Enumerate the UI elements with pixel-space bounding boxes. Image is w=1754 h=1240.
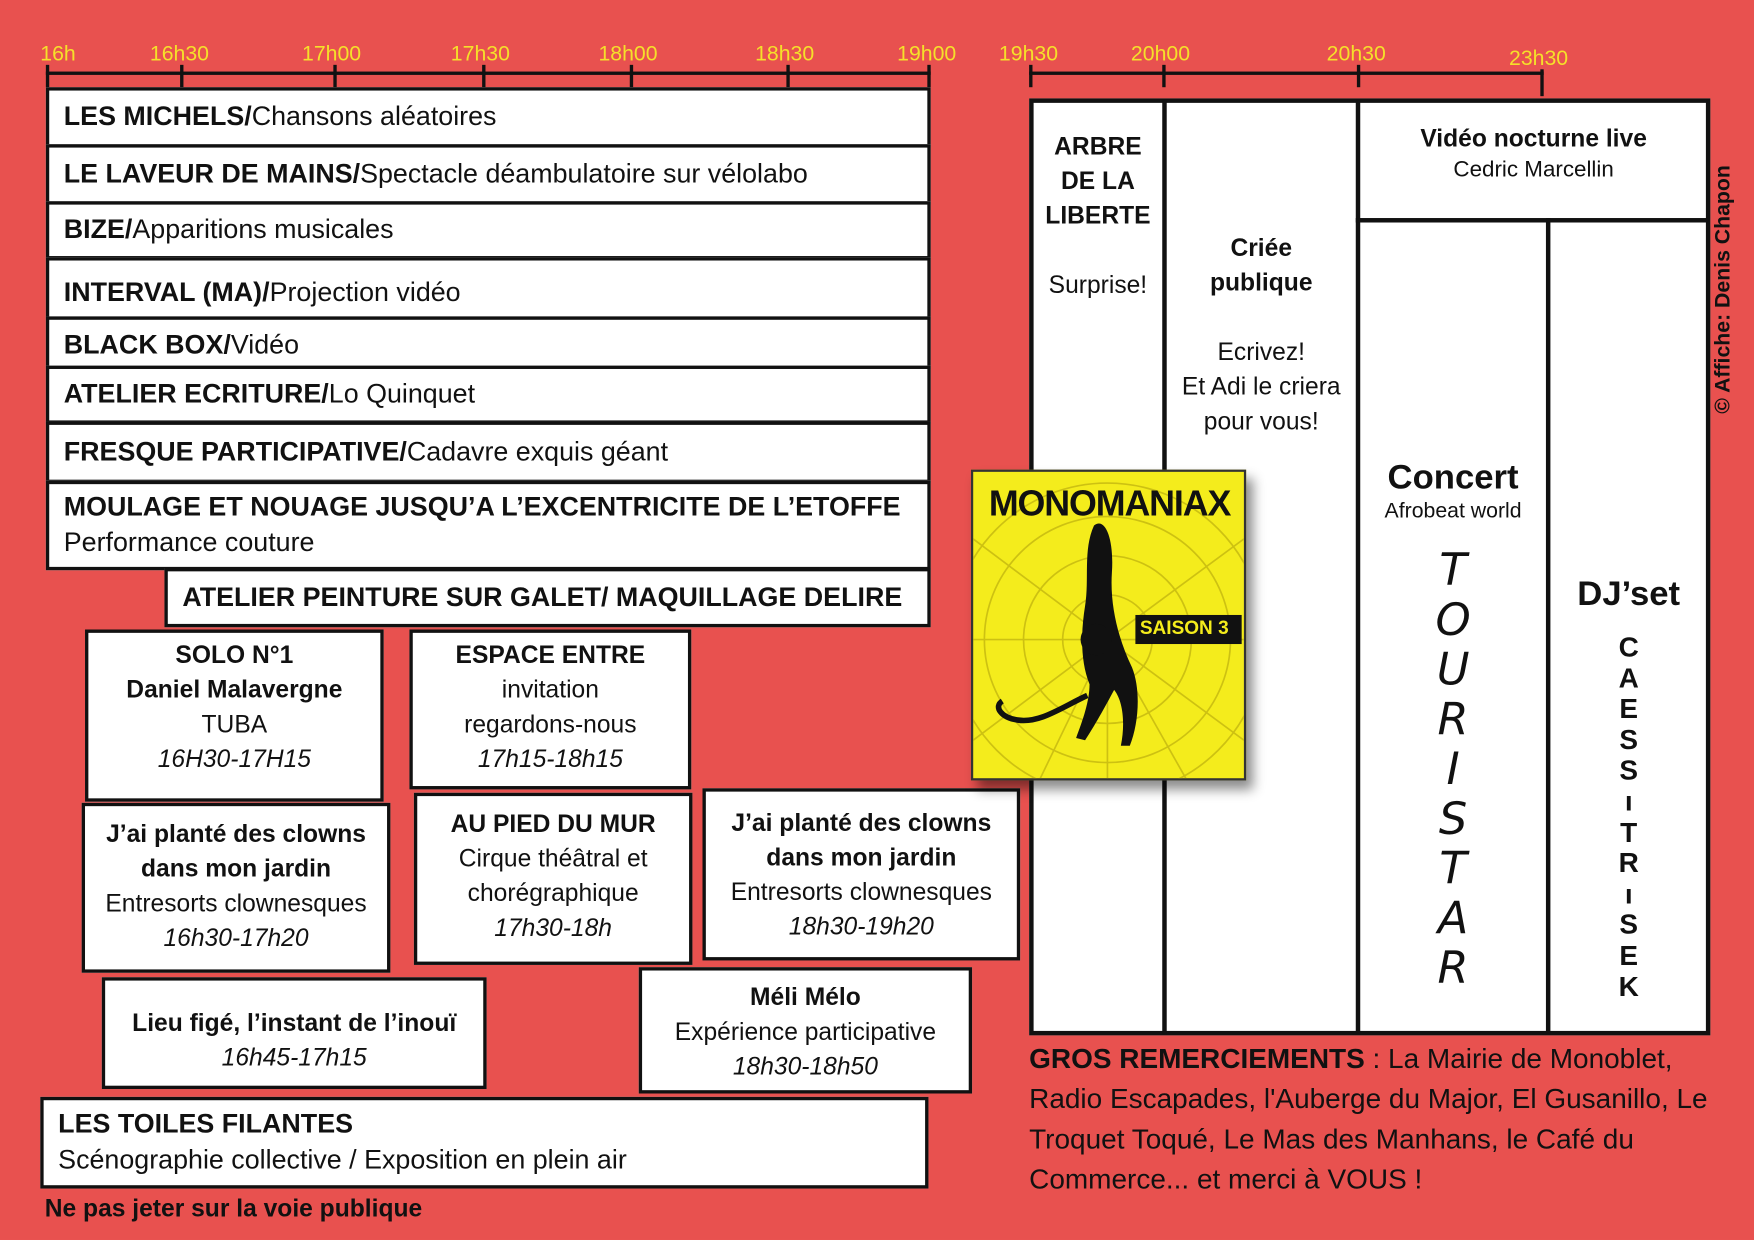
box-subtitle: regardons-nous (464, 710, 637, 738)
criee-title: publique (1209, 268, 1313, 297)
box-subtitle: Entresorts clownesques (730, 877, 992, 906)
timeline-left-axis (46, 72, 931, 75)
box-title: dans mon jardin (766, 843, 957, 872)
box-subtitle: Cirque théâtral et (458, 844, 648, 873)
box-time: 18h30-18h50 (732, 1052, 878, 1081)
timeline-tick (46, 65, 49, 87)
event-box-clowns-1 (82, 803, 391, 973)
event-title: BIZE/ (63, 214, 133, 245)
timeline-label: 18h30 (755, 42, 815, 66)
timeline-label: 17h00 (302, 42, 362, 66)
timeline-tick (1540, 69, 1543, 96)
event-title: LES TOILES FILANTES (58, 1109, 354, 1140)
video-title: Vidéo nocturne live (1420, 124, 1647, 153)
event-title: ATELIER PEINTURE SUR GALET/ MAQUILLAGE DELIRE (182, 581, 903, 613)
evening-video (1360, 121, 1707, 185)
timeline-label: 16h (40, 42, 76, 66)
vertical-letter: S (1619, 724, 1639, 756)
event-box-meli-melo (639, 967, 972, 1093)
criee-title: Criée (1230, 233, 1293, 262)
thanks-text (1029, 1039, 1734, 1200)
event-box-espace-entre (409, 630, 691, 790)
event-bar-interval (46, 257, 931, 320)
arbre-subtitle: Surprise! (1048, 270, 1148, 299)
box-title: AU PIED DU MUR (450, 809, 656, 838)
criee-text: Et Adi le criera (1181, 372, 1341, 401)
vertical-letter: C (1618, 631, 1639, 664)
timeline-label: 20h30 (1326, 42, 1386, 66)
event-title: FRESQUE PARTICIPATIVE/ (63, 436, 407, 467)
event-bar-laveur-de-mains (46, 144, 931, 204)
box-time: 16H30-17H15 (157, 744, 311, 773)
poster-saison: SAISON 3 (1139, 617, 1229, 639)
box-title: J’ai planté des clowns (731, 808, 992, 837)
concert-title: Concert (1387, 457, 1519, 497)
event-title: INTERVAL (MA)/ (63, 277, 270, 308)
vertical-letter: E (1619, 693, 1639, 725)
event-bar-bize (46, 201, 931, 259)
timeline-right-axis (1029, 72, 1544, 75)
vertical-letter: A (1618, 662, 1639, 694)
arbre-title: ARBRE (1054, 131, 1142, 160)
event-subtitle: Chansons aléatoires (251, 101, 497, 132)
poster-logo: MONOMANIAX (988, 483, 1231, 524)
footer-note: Ne pas jeter sur la voie publique (44, 1194, 423, 1223)
vertical-letter: T (1620, 816, 1638, 849)
event-box-clowns-2 (702, 788, 1020, 960)
timeline-tick (786, 65, 789, 87)
timeline-tick (1357, 65, 1360, 87)
box-time: 17h30-18h (494, 913, 613, 942)
box-subtitle: Entresorts clownesques (105, 888, 367, 917)
video-subtitle: Cedric Marcellin (1453, 157, 1614, 183)
event-box-au-pied-du-mur (414, 793, 693, 965)
box-time: 16h45-17h15 (221, 1043, 367, 1072)
timeline-label: 19h30 (998, 42, 1059, 66)
event-bar-les-michels (46, 87, 931, 147)
timeline-label: 19h00 (897, 42, 957, 66)
evening-djset (1550, 572, 1707, 614)
timeline-label: 18h00 (598, 42, 658, 66)
event-subtitle: Performance couture (63, 527, 315, 558)
box-subtitle: TUBA (201, 710, 268, 738)
timeline-label: 17h30 (450, 42, 510, 66)
arbre-title: DE LA (1061, 166, 1135, 195)
caessitrisek-vertical (1550, 633, 1707, 1003)
event-title: LES MICHELS/ (63, 101, 252, 132)
event-title: BLACK BOX/ (63, 329, 231, 361)
box-title: Méli Mélo (750, 982, 861, 1011)
box-time: 18h30-19h20 (788, 912, 934, 941)
event-subtitle: Spectacle déambulatoire sur vélolabo (360, 158, 808, 189)
event-bar-atelier-ecriture (46, 366, 931, 424)
touristar-vertical (1360, 546, 1546, 994)
vertical-letter: K (1618, 971, 1639, 1003)
monomaniax-poster-image (971, 470, 1246, 781)
event-bar-fresque (46, 422, 931, 483)
event-subtitle: Cadavre exquis géant (406, 436, 669, 467)
box-title: Lieu figé, l’instant de l’inouï (132, 1008, 457, 1037)
vertical-letter: U (1436, 644, 1470, 696)
event-bar-toiles-filantes (40, 1097, 928, 1189)
box-title: dans mon jardin (140, 854, 332, 883)
box-subtitle: Expérience participative (674, 1017, 937, 1046)
evening-concert (1360, 456, 1546, 525)
vertical-letter: O (1435, 594, 1471, 646)
thanks-bold: GROS REMERCIEMENTS (1029, 1043, 1365, 1075)
timeline-tick (482, 65, 485, 87)
event-title: LE LAVEUR DE MAINS/ (63, 158, 361, 189)
djset-title: DJ’set (1577, 573, 1681, 613)
vertical-letter: R (1437, 693, 1469, 746)
grid-divider (1356, 218, 1708, 222)
event-title: MOULAGE ET NOUAGE JUSQU’A L’EXCENTRICITE DE L’ETOFFE (63, 491, 901, 523)
timeline-label: 16h30 (149, 42, 210, 66)
box-title: ESPACE ENTRE (455, 640, 646, 669)
box-title: J’ai planté des clowns (106, 819, 366, 848)
box-subtitle: chorégraphique (467, 878, 639, 907)
event-bar-atelier-peinture (164, 568, 930, 627)
vertical-letter: S (1619, 909, 1639, 941)
vertical-letter: S (1438, 793, 1468, 845)
event-bar-black-box (46, 316, 931, 369)
credit-anchor (1711, 165, 1735, 436)
evening-criee (1167, 230, 1356, 438)
timeline-label: 23h30 (1509, 46, 1569, 71)
vertical-letter: E (1619, 940, 1639, 972)
arbre-title: LIBERTE (1045, 201, 1151, 230)
vertical-letter: T (1439, 843, 1467, 895)
vertical-letter: R (1437, 942, 1469, 995)
vertical-letter: S (1619, 755, 1639, 787)
poster-credit: © Affiche: Denis Chapon (1711, 165, 1735, 414)
box-time: 17h15-18h15 (477, 744, 623, 773)
event-box-solo (85, 630, 384, 802)
box-time: 16h30-17h20 (163, 923, 309, 952)
box-title: SOLO N°1 (175, 640, 294, 669)
timeline-tick (927, 65, 930, 87)
concert-subtitle: Afrobeat world (1384, 499, 1522, 524)
criee-text: pour vous! (1203, 406, 1319, 435)
vertical-letter: ı (1624, 878, 1633, 910)
evening-arbre (1034, 129, 1163, 302)
box-performer: Daniel Malavergne (126, 675, 343, 704)
box-subtitle: invitation (501, 675, 599, 704)
timeline-tick (630, 65, 633, 87)
event-box-lieu-fige (102, 977, 487, 1089)
event-subtitle: Scénographie collective / Exposition en plein air (58, 1144, 627, 1176)
timeline-label: 20h00 (1130, 42, 1191, 66)
vertical-letter: ı (1624, 786, 1633, 818)
timeline-tick (1029, 65, 1032, 87)
event-subtitle: Lo Quinquet (328, 379, 476, 410)
timeline-tick (333, 65, 336, 87)
vertical-letter: T (1439, 544, 1467, 596)
timeline-tick (1162, 65, 1165, 87)
event-bar-moulage (46, 481, 931, 570)
event-subtitle: Projection vidéo (269, 277, 461, 308)
vertical-letter: I (1446, 743, 1460, 795)
thanks-body: : La Mairie de Monoblet, Radio Escapades, l'Auberge du Major, El Gusanillo, Le Troquet Toqué, Le Mas des Manhans, le Café du Commerce... et merci à VOUS ! (1029, 1043, 1708, 1196)
event-subtitle: Vidéo (230, 329, 300, 361)
event-title: ATELIER ECRITURE/ (63, 379, 329, 410)
vertical-letter: A (1437, 892, 1469, 945)
timeline-tick (180, 65, 183, 87)
vertical-letter: R (1618, 847, 1639, 880)
criee-text: Ecrivez! (1217, 337, 1306, 366)
event-subtitle: Apparitions musicales (132, 214, 394, 245)
